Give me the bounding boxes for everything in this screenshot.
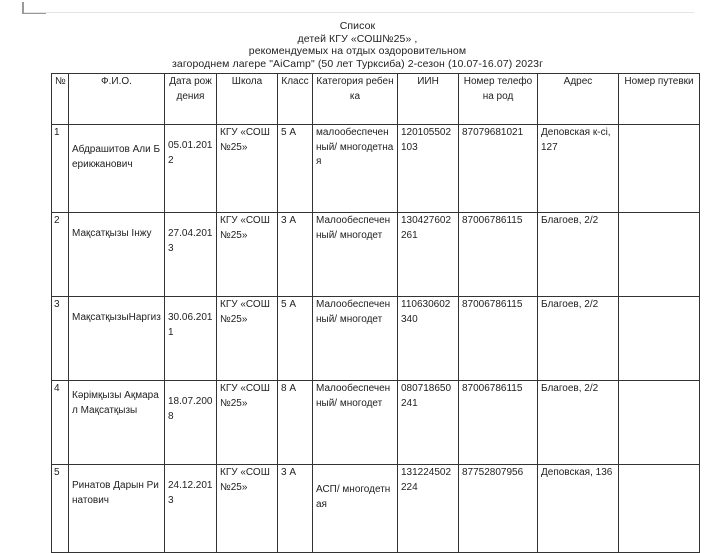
cell-fio-text: Абдрашитов Али Берикжанович bbox=[72, 144, 161, 170]
cell-dob-text: 05.01.2012 bbox=[168, 140, 213, 166]
cell-category: Малообеспеченный/ многодет bbox=[313, 297, 398, 381]
cell-fio-text: МақсатқызыНаргиз bbox=[72, 312, 161, 323]
header-school: Школа bbox=[217, 74, 278, 125]
cell-address: Благоев, 2/2 bbox=[538, 381, 619, 465]
cell-iin: 120105502103 bbox=[398, 125, 459, 213]
document-heading bbox=[0, 20, 715, 70]
cell-voucher bbox=[619, 381, 700, 465]
cell-dob-text: 27.04.2013 bbox=[168, 228, 213, 254]
cell-school: КГУ «СОШ №25» bbox=[217, 465, 278, 553]
cell-dob bbox=[165, 125, 217, 213]
cell-dob-text: 24.12.2013 bbox=[168, 480, 213, 506]
cell-phone: 87006786115 bbox=[459, 381, 538, 465]
cell-category bbox=[313, 465, 398, 553]
cell-dob bbox=[165, 381, 217, 465]
cell-category-text: АСП/ многодетная bbox=[316, 484, 391, 510]
cell-fio-text: Мақсатқызы Інжу bbox=[72, 228, 152, 239]
cell-num: 1 bbox=[52, 125, 69, 213]
cell-fio bbox=[69, 213, 165, 297]
cell-voucher bbox=[619, 213, 700, 297]
heading-camp: загороднем лагере "AiCamp" (50 лет Турксиба) 2-сезон (10.07-16.07) 2023г bbox=[171, 57, 544, 70]
cell-grade: 5 А bbox=[278, 297, 313, 381]
cell-fio bbox=[69, 125, 165, 213]
header-phone: Номер телефона род bbox=[459, 74, 538, 125]
cell-num: 2 bbox=[52, 213, 69, 297]
cell-voucher bbox=[619, 125, 700, 213]
cell-phone: 87752807956 bbox=[459, 465, 538, 553]
table-row bbox=[52, 125, 700, 213]
cell-school: КГУ «СОШ №25» bbox=[217, 381, 278, 465]
cell-school: КГУ «СОШ №25» bbox=[217, 213, 278, 297]
cell-address: Благоев, 2/2 bbox=[538, 297, 619, 381]
cell-fio bbox=[69, 381, 165, 465]
cell-category: Малообеспеченный/ многодет bbox=[313, 381, 398, 465]
cell-dob bbox=[165, 213, 217, 297]
cell-school: КГУ «СОШ №25» bbox=[217, 297, 278, 381]
cell-grade: 8 А bbox=[278, 381, 313, 465]
cell-voucher bbox=[619, 297, 700, 381]
table-row bbox=[52, 297, 700, 381]
cell-category: малообеспеченный/ многодетная bbox=[313, 125, 398, 213]
cell-iin: 110630602340 bbox=[398, 297, 459, 381]
cell-phone: 87079681021 bbox=[459, 125, 538, 213]
cell-address: Деповская, 136 bbox=[538, 465, 619, 553]
table-row bbox=[52, 465, 700, 553]
cell-dob bbox=[165, 297, 217, 381]
cell-dob bbox=[165, 465, 217, 553]
header-dob: Дата рождения bbox=[165, 74, 217, 125]
cell-fio bbox=[69, 297, 165, 381]
cell-address: Деповская к-сі, 127 bbox=[538, 125, 619, 213]
table-row bbox=[52, 213, 700, 297]
header-address: Адрес bbox=[538, 74, 619, 125]
table-header-row bbox=[52, 74, 700, 125]
heading-purpose: рекомендуемых на отдых оздоровительном bbox=[248, 45, 467, 57]
cell-num: 3 bbox=[52, 297, 69, 381]
page-top-edge bbox=[24, 12, 694, 13]
cell-iin: 130427602261 bbox=[398, 213, 459, 297]
cell-iin: 080718650241 bbox=[398, 381, 459, 465]
header-grade: Класс bbox=[278, 74, 313, 125]
header-category: Категория ребенка bbox=[313, 74, 398, 125]
cell-num: 4 bbox=[52, 381, 69, 465]
table-row bbox=[52, 381, 700, 465]
header-voucher: Номер путевки bbox=[619, 74, 700, 125]
heading-title: Список bbox=[339, 20, 376, 32]
cell-num: 5 bbox=[52, 465, 69, 553]
cell-fio-text: Ринатов Дарын Ринатович bbox=[72, 480, 159, 506]
cell-address: Благоев, 2/2 bbox=[538, 213, 619, 297]
heading-school: детей КГУ «СОШ№25» , bbox=[297, 32, 418, 45]
header-iin: ИИН bbox=[398, 74, 459, 125]
cell-category: Малообеспеченный/ многодет bbox=[313, 213, 398, 297]
cell-dob-text: 30.06.2011 bbox=[168, 312, 213, 338]
header-fio: Ф.И.О. bbox=[69, 74, 165, 125]
cell-school: КГУ «СОШ №25» bbox=[217, 125, 278, 213]
cell-grade: 3 А bbox=[278, 465, 313, 553]
cell-phone: 87006786115 bbox=[459, 297, 538, 381]
cell-iin: 131224502224 bbox=[398, 465, 459, 553]
cell-voucher bbox=[619, 465, 700, 553]
cell-dob-text: 18.07.2008 bbox=[168, 396, 213, 422]
cell-grade: 5 А bbox=[278, 125, 313, 213]
header-num: № bbox=[52, 74, 69, 125]
cell-fio bbox=[69, 465, 165, 553]
children-list-table bbox=[51, 73, 700, 553]
cell-fio-text: Кәрімқызы Ақмарал Мақсатқызы bbox=[72, 390, 159, 416]
cell-grade: 3 А bbox=[278, 213, 313, 297]
cell-phone: 87006786115 bbox=[459, 213, 538, 297]
